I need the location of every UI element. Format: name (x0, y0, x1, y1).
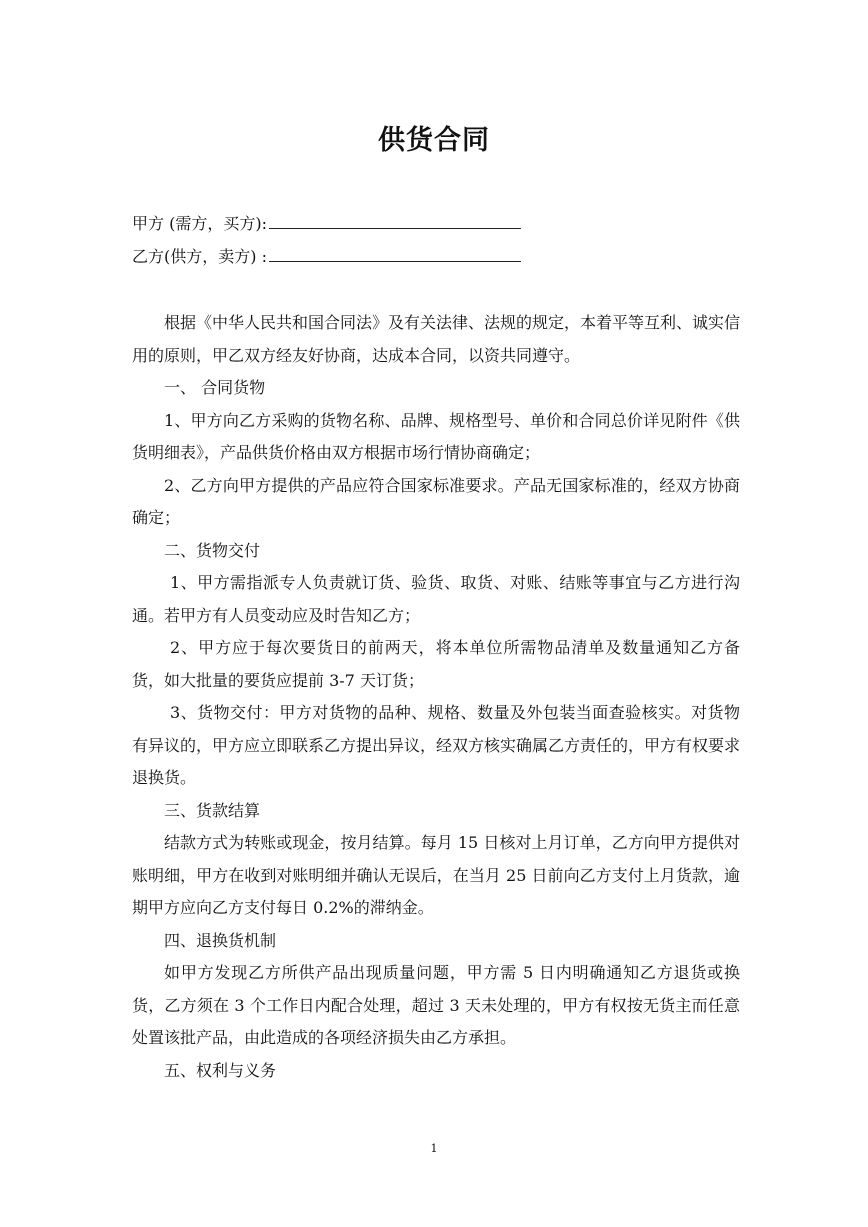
party-b-line (132, 245, 521, 268)
document-title: 供货合同 (378, 125, 490, 156)
paragraph-goods-2: 2、乙方向甲方提供的产品应符合国家标准要求。产品无国家标准的，经双方协商确定； (132, 475, 740, 527)
paragraph-goods-1: 1、甲方向乙方采购的货物名称、品牌、规格型号、单价和合同总价详见附件《供货明细表》，产品供货价格由双方根据市场行情协商确定； (132, 410, 740, 462)
section-heading-goods: 一、 合同货物 (164, 378, 266, 397)
paragraph-returns: 如甲方发现乙方所供产品出现质量问题，甲方需 5 日内明确通知乙方退货或换货，乙方须在 3 个工作日内配合处理，超过 3 天未处理的，甲方有权按无货主而任意处置该批产品，由此造成的各项经济损失由乙方承担。 (132, 963, 740, 1047)
contract-body (132, 307, 740, 1087)
paragraph-preamble: 根据《中华人民共和国合同法》及有关法律、法规的规定，本着平等互利、诚实信用的原则，甲乙双方经友好协商，达成本合同，以资共同遵守。 (132, 313, 741, 365)
section-heading-delivery: 二、货物交付 (164, 540, 261, 560)
paragraph-delivery-3: 3、货物交付：甲方对货物的品种、规格、数量及外包装当面查验核实。对货物有异议的，甲方应立即联系乙方提出异议，经双方核实确属乙方责任的，甲方有权要求退换货。 (132, 703, 741, 787)
paragraph-settlement: 结款方式为转账或现金，按月结算。每月 15 日核对上月订单，乙方向甲方提供对账明细，甲方在收到对账明细并确认无误后，在当月 25 日前向乙方支付上月货款，逾期甲方应向乙方支付每日 0.2%的滞纳金。 (132, 833, 740, 917)
paragraph-delivery-1: 1、甲方需指派专人负责就订货、验货、取货、对账、结账等事宜与乙方进行沟通。若甲方有人员变动应及时告知乙方； (132, 573, 740, 625)
party-a-blank (269, 212, 521, 229)
party-a-label: 甲方 (需方，买方): (132, 214, 267, 233)
section-heading-settlement: 三、货款结算 (164, 800, 261, 820)
section-heading-rights: 五、权利与义务 (164, 1060, 277, 1080)
party-a-line (132, 212, 521, 235)
section-heading-returns: 四、退换货机制 (164, 930, 277, 950)
page-number: 1 (430, 1142, 438, 1155)
party-b-blank (269, 245, 521, 262)
party-b-label: 乙方(供方，卖方) : (132, 247, 267, 266)
paragraph-delivery-2: 2、甲方应于每次要货日的前两天，将本单位所需物品清单及数量通知乙方备货，如大批量的要货应提前 3-7 天订货； (132, 638, 740, 690)
